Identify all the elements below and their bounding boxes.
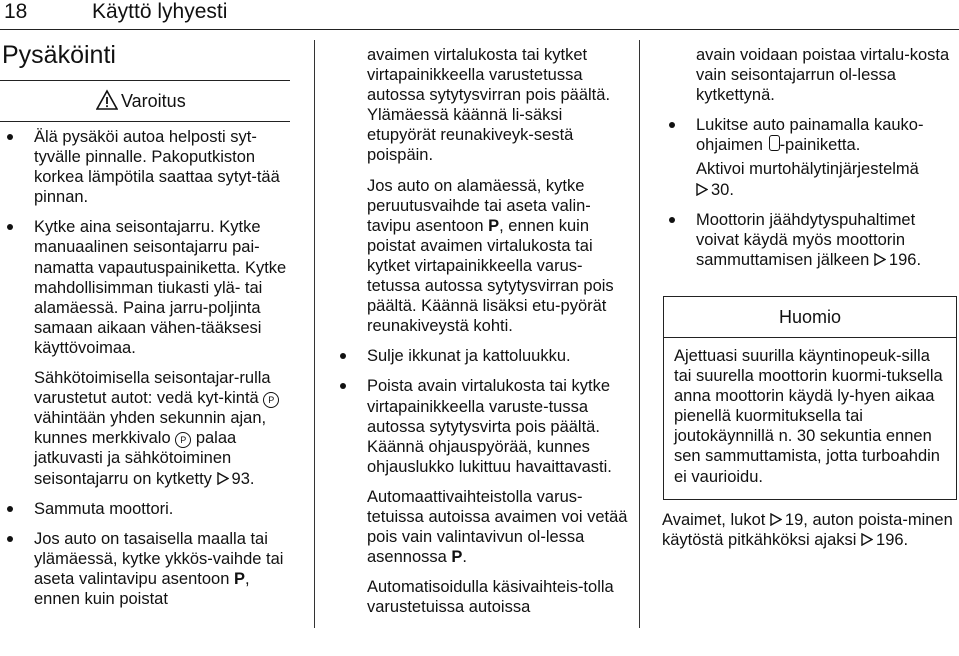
cross-reference-arrow-icon [770, 513, 782, 526]
text-run: Aktivoi murtohälytinjärjestelmä [696, 160, 919, 179]
page-reference: 93. [231, 469, 255, 488]
column-2 [333, 45, 629, 617]
text-run: Avaimet, lukot [662, 511, 766, 529]
cross-reference-arrow-icon [696, 183, 708, 196]
cross-reference-arrow-icon [874, 253, 886, 266]
gear-position-label: P [233, 569, 245, 588]
note-header [664, 297, 956, 338]
header-rule [0, 29, 959, 30]
remote-lock-button-icon [769, 135, 780, 151]
list-item [662, 210, 959, 270]
gear-position-label: P [451, 548, 463, 567]
cross-reference-arrow-icon [861, 533, 873, 546]
list-item [0, 529, 300, 609]
running-title: Käyttö lyhyesti [92, 0, 228, 23]
section-title: Pysäköinti [2, 41, 116, 69]
text-run: , ennen kuin poistat avaimen virtalukosta tai kytket virtapainikkeella varus-tetussa autossa sytytysvirran pois päältä. Käännä lisäksi etu-pyörät reunakiveystä kohti. [367, 216, 614, 336]
text-run: . [462, 548, 468, 567]
column-3 [662, 45, 959, 270]
text-run: vähintään yhden sekunnin ajan, kunnes merkkivalo [34, 409, 267, 448]
list-item: Sammuta moottori. [0, 499, 300, 519]
text-run: , ennen kuin poistat [34, 569, 250, 608]
page-number: 18 [4, 0, 28, 23]
paragraph [662, 510, 959, 550]
page-reference: 196. [888, 250, 922, 269]
paragraph [0, 368, 300, 489]
list-item: Sulje ikkunat ja kattoluukku. [333, 346, 629, 366]
paragraph [333, 176, 629, 337]
list-item: Kytke aina seisontajarru. Kytke manuaalinen seisontajarru pai-namatta vapautuspainiketta. Kytke mahdollisimman tiukasti ylä- tai alamäessä. Paina jarru-poljinta samaan aikaan vähen-tääksesi käyttövoimaa. [0, 217, 300, 358]
text-run: Lukitse auto painamalla kauko-ohjaimen [696, 116, 924, 155]
text-run: Automaattivaihteistolla varus-tetuissa autoissa avaimen voi vetää pois vain valintavivun ol-lessa asennossa [367, 487, 628, 567]
paragraph: avain voidaan poistaa virtalu-kosta vain seisontajarrun ol-lessa kytkettynä. [696, 46, 950, 105]
column-divider-right [639, 40, 640, 628]
paragraph: Automatisoidulla käsivaihteis-tolla varustetuissa autoissa [367, 578, 614, 617]
text-run: -painiketta. [779, 136, 861, 155]
text-run: palaa jatkuvasti ja sähkötoiminen seisontajarru on kytketty [34, 429, 237, 488]
parking-brake-icon: P [263, 392, 279, 408]
note-title: Huomio [778, 307, 842, 327]
column-3-footer [662, 510, 959, 550]
warning-box [0, 80, 290, 122]
text-run: Jos auto on tasaisella maalla tai ylämäessä, kytke ykkös-vaihde tai aseta valintavipu asentoon [34, 529, 284, 588]
paragraph [662, 159, 959, 199]
warning-triangle-icon [96, 89, 118, 111]
gear-position-label: P [488, 216, 500, 235]
text-run: Moottorin jäähdytyspuhaltimet voivat käydä myös moottorin sammuttamisen jälkeen [696, 210, 916, 269]
paragraph: avaimen virtalukosta tai kytket virtapainikkeella varustetussa autossa sytytysvirran pois päältä. Ylämäessä käännä li-säksi etupyörät reunakiveyk-sestä poispäin. [367, 46, 611, 165]
parking-brake-icon: P [175, 432, 191, 448]
cross-reference-arrow-icon [217, 472, 229, 485]
warning-label: Varoitus [121, 91, 186, 111]
column-divider-left [314, 40, 315, 628]
list-item [662, 115, 959, 155]
page-header [0, 0, 959, 30]
paragraph [333, 487, 629, 567]
page-reference: 30. [711, 180, 734, 199]
note-box [663, 296, 957, 500]
text-run: Sähkötoimisella seisontajar-rulla varustetut autot: vedä kyt-kintä [34, 369, 271, 408]
page-reference: 196. [876, 531, 909, 550]
list-item: Poista avain virtalukosta tai kytke virtapainikkeella varuste-tussa autossa sytytysvirta pois päältä. Käännä ohjauspyörää, kunnes ohjauslukko lukittuu havaittavasti. [333, 376, 629, 476]
page-reference: 19, auton poista-minen käytöstä pitkähköksi ajaksi [662, 511, 953, 550]
text-run: Jos auto on alamäessä, kytke peruutusvaihde tai aseta valin-tavipu asentoon [367, 176, 591, 235]
list-item: Älä pysäköi autoa helposti syt-tyvälle pinnalle. Pakoputkiston korkea lämpötila saattaa sytyt-tää pinnan. [0, 127, 300, 207]
column-1 [0, 127, 300, 609]
note-body: Ajettuasi suurilla käyntinopeuk-silla tai suurella moottorin kuormi-tuksella anna moottorin käydä ly-hyen aikaa pienellä kuormituksella tai joutokäynnillä n. 30 sekuntia ennen sen sammuttamista, jotta turboahdin ei vaurioidu. [674, 347, 943, 486]
